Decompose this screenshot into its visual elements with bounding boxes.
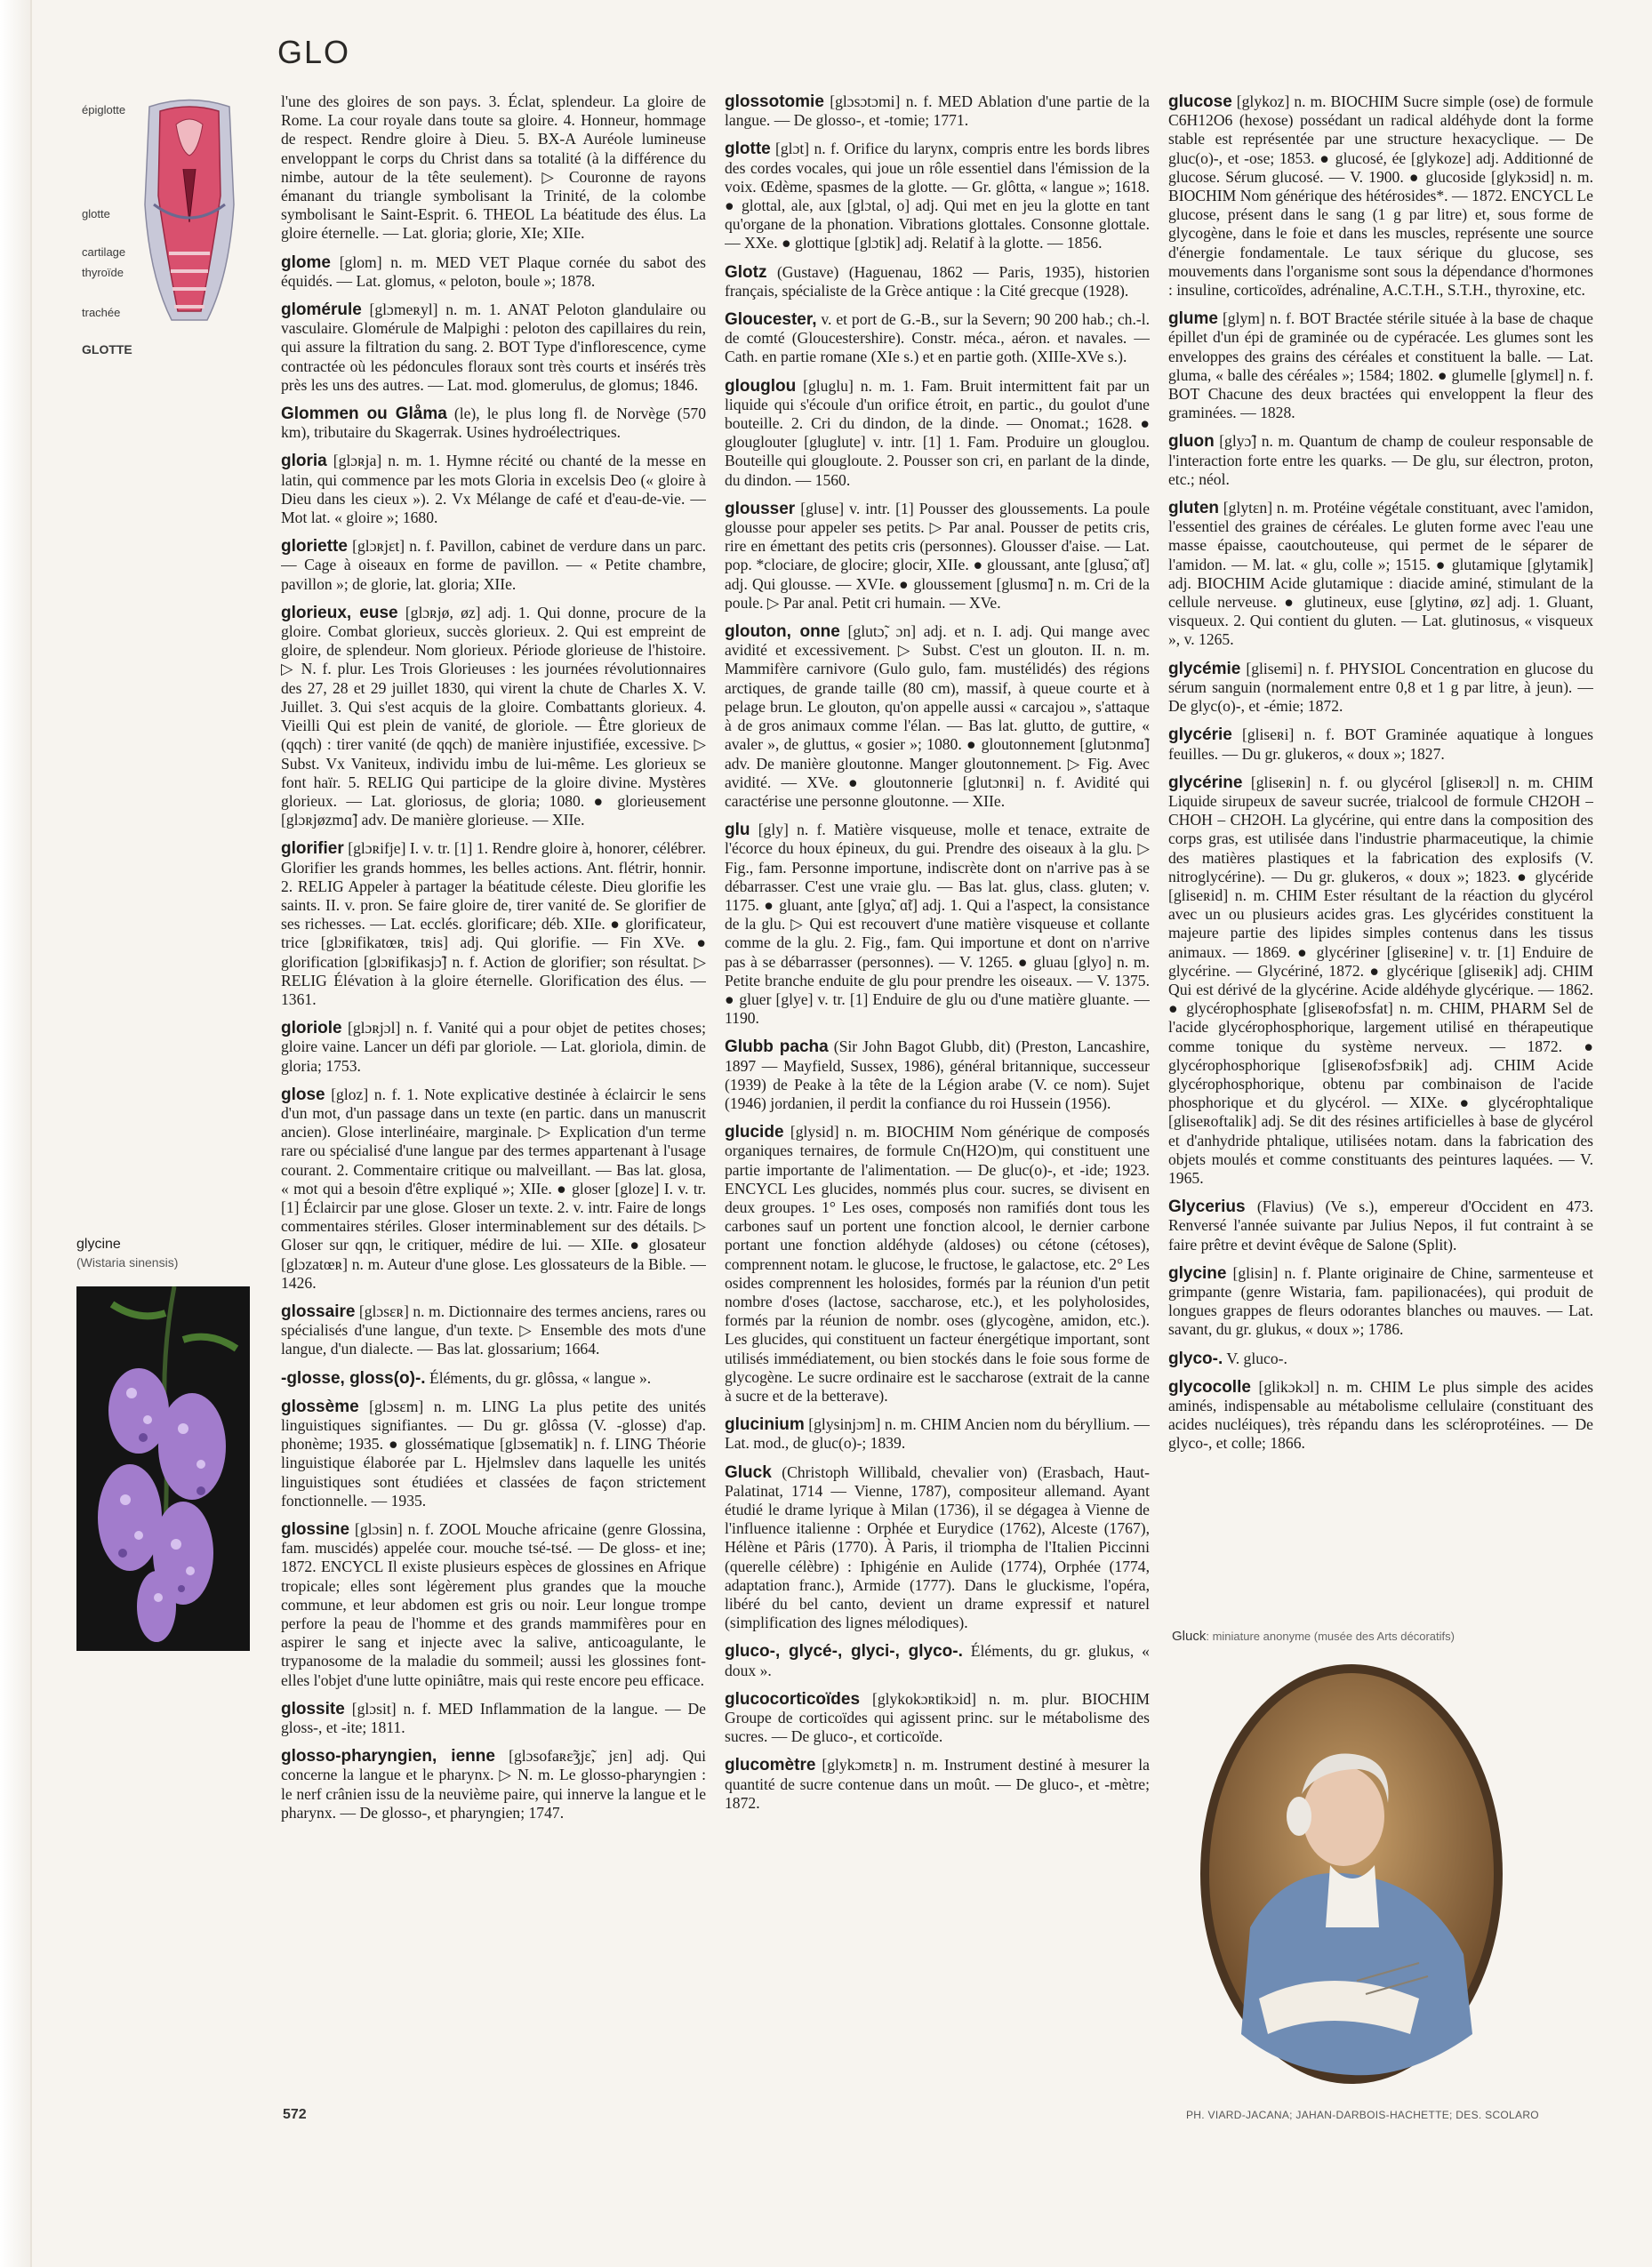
entry-headword: gloriette xyxy=(281,537,348,557)
column-3 xyxy=(1168,92,1593,1595)
entry-headword: Gluck xyxy=(725,1462,772,1482)
dictionary-entry xyxy=(1168,1198,1593,1254)
page-number: 572 xyxy=(283,2107,307,2122)
entry-headword: glouglou xyxy=(725,376,797,396)
entry-definition: (le), le plus long fl. de Norvège (570 km), tributaire du Skagerrak. Usines hydroélectriques. xyxy=(281,405,706,442)
entry-definition: [glɔsɛʀ] n. m. Dictionnaire des termes anciens, rares ou spécialisés d'une langue, d'un texte. ▷ Ensemble des mots d'une langue, d'un dialecte. — Bas lat. glossarium; 1664. xyxy=(281,1302,706,1358)
dictionary-entry xyxy=(725,1756,1150,1813)
dictionary-entry xyxy=(281,1369,706,1388)
entry-headword: glucocorticoïdes xyxy=(725,1689,861,1709)
entry-headword: glycémie xyxy=(1168,659,1241,678)
entry-headword: glorieux, euse xyxy=(281,603,398,622)
label-epiglotte: épiglotte xyxy=(82,103,126,116)
entry-definition: [gliseʀi] n. f. BOT Graminée aquatique à longues feuilles. — Du gr. glukeros, « doux »; 1827. xyxy=(1168,725,1593,763)
entry-definition: (Gustave) (Haguenau, 1862 — Paris, 1935), historien français, spécialiste de la Grèce antique : la Cité grecque (1928). xyxy=(725,262,1150,300)
figure-sublabel-glycine: (Wistaria sinensis) xyxy=(76,1255,179,1270)
dictionary-entry xyxy=(725,500,1150,613)
dictionary-entry xyxy=(281,452,706,527)
dictionary-entry xyxy=(725,821,1150,1028)
entry-headword: gloria xyxy=(281,452,327,471)
entry-headword: glycérie xyxy=(1168,725,1232,745)
entry-definition: (Christoph Willibald, chevalier von) (Erasbach, Haut-Palatinat, 1714 — Vienne, 1787), compositeur allemand. Ayant étudié le drame lyrique à Milan (1736), il se dégagea à Vienne de l'influence italienne : Orphée et Eurydice (1762), Alceste (1767), Hélène et Pâris (1770). À Paris, il triompha de l'Italien Piccinni (querelle célèbre) : Iphigénie en Aulide (1774), Orphée (1774, adaptation franc.), Armide (1777). Dans le gluckisme, l'opéra, libéré du bel canto, devient un drame expressif et naturel (simplification des lignes mélodiques). xyxy=(725,1462,1150,1632)
entry-headword: glucinium xyxy=(725,1415,805,1435)
dictionary-entry xyxy=(725,1642,1150,1679)
dictionary-entry xyxy=(281,1700,706,1737)
photo-credits: PH. VIARD-JACANA; JAHAN-DARBOIS-HACHETTE; DES. SCOLARO xyxy=(1186,2109,1539,2121)
dictionary-entry xyxy=(1168,660,1593,717)
column-1 xyxy=(281,92,706,2075)
entry-definition: [glisemi] n. f. PHYSIOL Concentration en glucose du sérum sanguin (normalement entre 0,8 et 1 g par litre, à jeun). — De glyc(o)-, et -émie; 1872. xyxy=(1168,659,1593,716)
entry-definition: [glykoz] n. m. BIOCHIM Sucre simple (ose) de formule C6H12O6 (hexose) possédant un radical aldéhyde dont la forme stable est représentée par une structure hexacyclique. — De gluc(o)-, et -ose; 1853. ● glucosé, ée [glykoze] adj. Additionné de glucose. Sérum glucosé. — V. 1900. ● glucoside [glykɔsid] n. m. BIOCHIM Nom générique des hétérosides*. — 1872. ENCYCL Le glucose, présent dans le sang (1 g par litre) et, sous forme de glycogène, dans le foie et dans les muscles, représente une source d'énergie fondamentale. Le taux sérique du glucose, ses mouvements dans l'organisme sont sous la dépendance d'hormones : insuline, corticoïdes, adrénaline, A.C.T.H., S.T.H., thyroxine, etc. xyxy=(1168,92,1593,300)
entry-definition: [glɔsin] n. f. ZOOL Mouche africaine (genre Glossina, fam. muscidés) appelée cour. mouche tsé-tsé. — De gloss- et ine; 1872. ENCYCL Il existe plusieurs espèces de glossines en Afrique tropicale; elles sont légèrement plus grandes que la mouche commune, et leur abdomen est gris ou noir. Leur longue trompe perfore la peau de l'homme et des grands mammifères pour en aspirer le sang et injecte avec la salive, anticoagulante, le trypanosome de la maladie du sommeil; aussi les glossines font-elles l'objet d'une lutte opiniâtre, mais qui reste encore peu efficace. xyxy=(281,1520,706,1689)
figure-title-glotte: GLOTTE xyxy=(82,342,132,356)
dictionary-entry xyxy=(281,253,706,291)
entry-headword: glotte xyxy=(725,140,771,159)
dictionary-entry xyxy=(725,1123,1150,1406)
entry-definition: [glɔt] n. f. Orifice du larynx, compris entre les bords libres des cordes vocales, qui joue un rôle essentiel dans l'émission de la voix. Œdème, spasmes de la glotte. — Gr. glôtta, « langue »; 1618. ● glottal, ale, aux [glɔtal, o] adj. Qui met en jeu la glotte en tant qu'organe de la phonation. Vibrations glottales. Consonne glottale. — XXe. ● glottique [glɔtik] adj. Relatif à la glotte. — 1856. xyxy=(725,140,1150,252)
figure-label-gluck: Gluck xyxy=(1172,1629,1207,1644)
entry-headword: glousser xyxy=(725,499,796,518)
entry-headword: glu xyxy=(725,821,750,840)
entry-definition: [glɔsɛm] n. m. LING La plus petite des unités linguistiques signifiantes. — Du gr. glôssa (V. -glosse) d'ap. phonème; 1935. ● glossématique [glɔsematik] n. f. LING Théorie linguistique élaborée par L. Hjelmslev dans laquelle les unités linguistiques sont étudiées et classées de façon strictement fonctionnelle. — 1935. xyxy=(281,1397,706,1510)
entry-definition: [gloz] n. f. 1. Note explicative destinée à éclaircir le sens d'un mot, d'un passage dans un texte (en partic. dans un manuscrit ancien). Glose interlinéaire, marginale. ▷ Explication d'un terme rare ou spécialisé d'une langue par des termes appartenant à l'usage courant. 2. Commentaire critique ou malveillant. — Bas lat. glosa, « mot qui a besoin d'être expliqué »; XIIe. ● gloser [gloze] I. v. tr. [1] Éclaircir par une glose. Gloser un texte. 2. v. intr. Faire de longs commentaires stériles. Gloser interminablement sur des détails. ▷ Gloser sur qqn, le critiquer, médire de lui. — XIIe. ● glosateur [glɔzatœʀ] n. m. Auteur d'une glose. Les glossateurs de la Bible. — 1426. xyxy=(281,1085,706,1292)
entry-definition: [gluse] v. intr. [1] Pousser des gloussements. La poule glousse pour appeler ses petits. ▷ Par anal. Pousser de petits cris, rire en émettant des petits cris (personnes). Glousser d'aise. — Lat. pop. *clociare, de glocire; glocir, XIIe. ● gloussant, ante [glusɑ̃, ɑ̃t] adj. Qui glousse. — XVIe. ● gloussement [glusmɑ̃] n. m. Cri de la poule. ▷ Par anal. Petit cri humain. — XVe. xyxy=(725,499,1150,612)
dictionary-entry xyxy=(1168,1378,1593,1454)
entry-headword: glycine xyxy=(1168,1263,1227,1283)
dictionary-entry xyxy=(281,1085,706,1293)
entry-headword: Glubb pacha xyxy=(725,1037,829,1057)
dictionary-entry xyxy=(281,604,706,829)
glycine-photo xyxy=(76,1286,250,1651)
entry-headword: glucomètre xyxy=(725,1756,816,1775)
entry-headword: Gloucester, xyxy=(725,310,817,330)
dictionary-entry xyxy=(725,1463,1150,1633)
entry-headword: glucose xyxy=(1168,92,1232,111)
entry-headword: Glommen ou Glåma xyxy=(281,405,447,424)
label-glotte: glotte xyxy=(82,207,110,220)
figure-caption-gluck xyxy=(1172,1629,1455,1644)
entry-headword: glume xyxy=(1168,309,1218,329)
dictionary-entry xyxy=(281,92,706,244)
dictionary-entry xyxy=(281,537,706,594)
dictionary-entry xyxy=(725,377,1150,490)
dictionary-entry xyxy=(281,1398,706,1510)
dictionary-entry xyxy=(725,263,1150,300)
glotte-illustration xyxy=(123,98,256,324)
entry-definition: [glɔʀifje] I. v. tr. [1] 1. Rendre gloire à, honorer, célébrer. Glorifier les grands hommes, les belles actions. Ant. flétrir, honnir. 2. RELIG Appeler à partager la béatitude céleste. Dieu glorifie les saints. II. v. pron. Se faire gloire de, tirer vanité de. Se glorifier de ses richesses. — Lat. ecclés. glorificare; déb. XIIe. ● glorificateur, trice [glɔʀifikatœʀ, tʀis] adj. Qui glorifie. — Fin XVe. ● glorification [glɔʀifikasjɔ̃] n. f. Action de glorifier; son résultat. ▷ RELIG Élévation à la gloire éternelle. Glorification des élus. — 1361. xyxy=(281,839,706,1008)
entry-definition: [glɔʀja] n. m. 1. Hymne récité ou chanté de la messe en latin, qui commence par les mots Gloria in excelsis Deo (« gloire à Dieu dans les cieux »). 2. Vx Mélange de café et d'eau-de-vie. — Mot lat. « gloire »; 1680. xyxy=(281,452,706,527)
entry-headword: glossine xyxy=(281,1520,350,1540)
entry-definition: [glym] n. f. BOT Bractée stérile située à la base de chaque épillet d'un épi de graminée ou de cypéracée. Les glumes sont les enveloppes des grains des céréales et constituent la balle. — Lat. gluma, « balle des céréales »; 1584; 1802. ● glumelle [glymɛl] n. f. BOT Chacune des deux bractées qui enveloppent la fleur des graminées. — 1828. xyxy=(1168,309,1593,422)
dictionary-entry xyxy=(1168,432,1593,489)
dictionary-entry xyxy=(725,92,1150,130)
entry-headword: gloriole xyxy=(281,1019,342,1038)
dictionary-entry xyxy=(1168,725,1593,763)
entry-headword: glucide xyxy=(725,1123,784,1142)
entry-definition: [glom] n. m. MED VET Plaque cornée du sabot des équidés. — Lat. glomus, « peloton, boule »; 1878. xyxy=(281,252,706,290)
dictionary-entry xyxy=(281,839,706,1009)
running-head: GLO xyxy=(277,34,351,70)
dictionary-entry xyxy=(725,622,1150,811)
entry-definition: Éléments, du gr. glôssa, « langue ». xyxy=(429,1368,652,1387)
gluck-portrait xyxy=(1197,1661,1506,2087)
entry-definition: [glɔʀjɔl] n. f. Vanité qui a pour objet de petites choses; gloire vaine. Lancer un défi par gloriole. — Lat. gloriola, dimin. de gloria; 1753. xyxy=(281,1019,706,1075)
label-thyroide: thyroïde xyxy=(82,266,124,279)
entry-definition: v. et port de G.-B., sur la Severn; 90 200 hab.; ch.-l. de comté (Gloucestershire). Constr. méca., aéron. et navales. — Cath. en partie romane (XIe s.) et en partie goth. (XIIIe-XVe s.). xyxy=(725,310,1150,366)
entry-headword: glome xyxy=(281,252,331,272)
entry-definition: (Sir John Bagot Glubb, dit) (Preston, Lancashire, 1897 — Mayfield, Sussex, 1986), général britannique, successeur (1939) de Peake à la tête de la Légion arabe (V. ce nom). Sujet (1946) jordanien, il perdit la confiance du roi Hussein (1956). xyxy=(725,1037,1150,1112)
entry-definition: [glysid] n. m. BIOCHIM Nom générique de composés organiques ternaires, de formule Cn(H2O)m, qui constituent une partie importante de l'alimentation. — De gluc(o)-, et -ide; 1923. ENCYCL Les glucides, nommés plus cour. sucres, se divisent en deux groupes. 1° Les oses, composés non ramifiés dont tous les carbones sauf un portent une fonction alcool, le dernier carbone portant une fonction aldéhyde (aldoses) ou cétone (cétoses), comprennent notam. le glucose, le fructose, le galactose, etc. 2° Les osides comprennent les holosides, formés par la réunion d'un petit nombre d'oses (lactose, saccharose, etc.), et les polyholosides, formés par la réunion de nombr. oses (glycogène, amidon, etc.). Les glucides, qui constituent un facteur énergétique important, sont utilisés immédiatement, ou bien stockés dans le foie sous forme de glycogène. Le sucre ordinaire est le saccharose (extrait de la canne à sucre et de la betterave). xyxy=(725,1123,1150,1405)
page-gutter xyxy=(0,0,30,2267)
dictionary-entry xyxy=(725,1690,1150,1747)
entry-headword: glossite xyxy=(281,1699,345,1718)
entry-headword: glossotomie xyxy=(725,92,824,111)
entry-headword: Glycerius xyxy=(1168,1198,1246,1217)
entry-definition: [glɔʀjø, øz] adj. 1. Qui donne, procure de la gloire. Combat glorieux, succès glorieux. 2. Qui est empreint de gloire, de splendeur. Nom glorieux. Période glorieuse de l'histoire. ▷ N. f. plur. Les Trois Glorieuses : les journées révolutionnaires des 27, 28 et 29 juillet 1830, qui virent la chute de Charles X. V. Juillet. 3. Qui s'est acquis de la gloire. Combattants glorieux. 4. Vieilli Qui est plein de vanité, de gloriole. — Être glorieux de (qqch) : tirer vanité (de qqch) de manière injustifiée, excessive. ▷ Subst. Vx Vaniteux, individu imbu de lui-même. Les glorieux se font haïr. 5. RELIG Qui participe de la gloire divine. Mystères glorieux. — Lat. gloriosus, de gloria; 1080. ● glorieusement [glɔʀjøzmɑ̃] adv. De manière glorieuse. — XIIe. xyxy=(281,603,706,829)
entry-definition: [glykɔmɛtʀ] n. m. Instrument destiné à mesurer la quantité de sucre contenue dans un moût. — De gluco-, et -mètre; 1872. xyxy=(725,1756,1150,1812)
entry-headword: gluco-, glycé-, glyci-, glyco-. xyxy=(725,1642,963,1662)
entry-headword: glossaire xyxy=(281,1302,356,1321)
dictionary-entry xyxy=(281,405,706,442)
entry-definition: [glɔmeʀyl] n. m. 1. ANAT Peloton glandulaire ou vasculaire. Glomérule de Malpighi : peloton des capillaires du rein, qui assure la filtration du sang. 2. BOT Type d'inflorescence, cyme contractée où les pédoncules floraux sont très courts et insérés très près les uns des autres. — Lat. mod. glomerulus, de glomus; 1846. xyxy=(281,300,706,394)
entry-definition: [gly] n. f. Matière visqueuse, molle et tenace, extraite de l'écorce du houx épineux, du gui. Prendre des oiseaux à la glu. ▷ Fig., fam. Personne importune, indiscrète dont on n'arrive pas à se débarrasser. C'est une vraie glu. — Bas lat. glus, class. gluten; v. 1175. ● gluant, ante [glyɑ̃, ɑ̃t] adj. 1. Qui a l'aspect, la consistance de la glu. ▷ Qui est recouvert d'une matière visqueuse et collante comme de la glu. 2. Fig., fam. Qui importune et dont on n'arrive pas à se débarrasser (personnes). — V. 1265. ● gluau [glyo] n. m. Petite branche enduite de glu pour prendre les oiseaux. — V. 1375. ● gluer [glye] v. tr. [1] Enduire de glu ou d'une matière gluante. — 1190. xyxy=(725,821,1150,1028)
dictionary-entry xyxy=(281,300,706,395)
label-trachee: trachée xyxy=(82,306,121,319)
entry-definition: [glytɛn] n. m. Protéine végétale constituant, avec l'amidon, l'essentiel des graines de céréales. Le gluten forme avec l'eau une masse épaisse, caoutchouteuse, qui permet de le séparer de l'amidon. — M. lat. « glu, colle »; 1515. ● glutamique [glytamik] adj. BIOCHIM Acide glutamique : diacide aminé, stimulant de la cellule nerveuse. ● glutineux, euse [glytinø, øz] adj. 1. Gluant, visqueux. 2. Qui contient du gluten. — Lat. glutinosus, « visqueux », v. 1265. xyxy=(1168,499,1593,649)
entry-definition: [glɔsit] n. f. MED Inflammation de la langue. — De gloss-, et -ite; 1811. xyxy=(281,1699,706,1737)
entry-definition: [glysinjɔm] n. m. CHIM Ancien nom du béryllium. — Lat. mod., de gluc(o)-; 1839. xyxy=(725,1415,1150,1453)
entry-definition: (Flavius) (Ve s.), empereur d'Occident en 473. Renversé l'année suivante par Julius Nepos, il fut contraint à se faire prêtre et devint évêque de Salone (Split). xyxy=(1168,1198,1593,1254)
entry-headword: glose xyxy=(281,1085,325,1104)
entry-definition: [glykokɔʀtikɔid] n. m. plur. BIOCHIM Groupe de corticoïdes qui agissent princ. sur le métabolisme des sucres. — De gluco-, et corticoïde. xyxy=(725,1689,1150,1746)
figure-sublabel-gluck: : miniature anonyme (musée des Arts décoratifs) xyxy=(1206,1630,1455,1643)
dictionary-entry xyxy=(1168,499,1593,650)
entry-definition: [glyɔ̃] n. m. Quantum de champ de couleur responsable de l'interaction forte entre les quarks. — De glu, sur électron, proton, etc.; néol. xyxy=(1168,432,1593,488)
dictionary-entry xyxy=(281,1302,706,1359)
entry-definition: [glisin] n. f. Plante originaire de Chine, sarmenteuse et grimpante (genre Wistaria, fam. papilionacées), qui produit de longues grappes de fleurs odorantes blanches ou mauves. — Lat. savant, du gr. glukus, « doux »; 1786. xyxy=(1168,1263,1593,1339)
dictionary-entry xyxy=(281,1019,706,1076)
entry-definition: Éléments, du gr. glukus, « doux ». xyxy=(725,1642,1150,1679)
entry-definition: l'une des gloires de son pays. 3. Éclat, splendeur. La gloire de Rome. La cour royale dans toute sa gloire. 4. Honneur, hommage de respect. Rendre gloire à Dieu. 5. BX-A Auréole lumineuse enveloppant le corps du Christ dans sa totalité (à la différence du nimbe, autour de la tête seulement). ▷ Couronne de rayons émanant du triangle symbolisant la Trinité, de la colombe symbolisant le Saint-Esprit. 6. THEOL La béatitude des élus. La gloire éternelle. — Lat. gloria; glorie, XIe; XIIe. xyxy=(281,92,706,243)
entry-headword: glyco-. xyxy=(1168,1349,1223,1368)
dictionary-entry xyxy=(725,1415,1150,1453)
entry-headword: glycocolle xyxy=(1168,1377,1251,1397)
entry-definition: [glɔsɔtɔmi] n. f. MED Ablation d'une partie de la langue. — De glosso-, et -tomie; 1771. xyxy=(725,92,1150,130)
figure-label-glycine: glycine xyxy=(76,1237,121,1252)
entry-definition: [glikɔkɔl] n. m. CHIM Le plus simple des acides aminés, indispensable au métabolisme cellulaire (constituant des acides nucléiques), très répandu dans les scléroprotéines. — De glyco-, et colle; 1866. xyxy=(1168,1377,1593,1453)
dictionary-entry xyxy=(281,1520,706,1690)
entry-definition: V. gluco-. xyxy=(1226,1349,1287,1367)
entry-definition: [glɔsofaʀɛ̃ʒjɛ̃, jɛn] adj. Qui concerne la langue et le pharynx. ▷ N. m. Le glosso-pharyngien : le nerf crânien issu de la neuvième paire, qui innerve la langue et le pharynx. — De glosso-, et pharyngien; 1747. xyxy=(281,1747,706,1822)
entry-definition: [glisеʀin] n. f. ou glycérol [glisеʀɔl] n. m. CHIM Liquide sirupeux de saveur sucrée, trialcool de formule CH2OH – CHOH – CH2OH. La glycérine, qui entre dans la composition des corps gras, est utilisée dans l'industrie pharmaceutique, la chimie des matières plastiques et la fabrication des explosifs (V. nitroglycérine). — Du gr. glukeros, « doux »; 1823. ● glycéride [glisеʀid] n. m. CHIM Ester résultant de la réaction du glycérol avec un ou plusieurs acides gras. Les glycérides constituent la majeure partie des lipides simples contenus dans les tissus animaux. — 1869. ● glycériner [glisеʀine] v. tr. [1] Enduire de glycérine. — Glycériné, 1872. ● glycérique [glisеʀik] adj. CHIM Qui est dérivé de la glycérine. Acide aldéhyde glycérique. — 1862. ● glycérophosphate [glisеʀofɔsfat] n. m. CHIM, PHARM Sel de l'acide glycérophosphorique, largement utilisé en thérapeutique comme tonique du système nerveux. — 1872. ● glycérophosphorique [glisеʀofɔsfɔʀik] adj. CHIM Acide glycérophosphorique, obtenu par combinaison de l'acide phosphorique et du glycérol. — XIXe. ● glycérophtalique [glisеʀoftalik] adj. Se dit des résines artificielles à base de glycérol et d'anhydride phtalique, utilisées notam. dans la fabrication des objets moulés et comme constituants des peintures laquées. — V. 1965. xyxy=(1168,773,1593,1187)
label-cartilage: cartilage xyxy=(82,245,126,259)
entry-headword: glouton, onne xyxy=(725,622,840,642)
dictionary-entry xyxy=(1168,1350,1593,1368)
dictionary-entry xyxy=(1168,773,1593,1188)
entry-headword: gluon xyxy=(1168,432,1215,452)
dictionary-entry xyxy=(725,310,1150,367)
entry-definition: [gluglu] n. m. 1. Fam. Bruit intermittent fait par un liquide qui s'écoule d'un orifice étroit, en partic., du goulot d'une bouteille. 2. Cri du dindon, de la dinde. — Onomat.; 1628. ● glouglouter [gluglute] v. intr. [1] 1. Fam. Produire un glouglou. Bouteille qui glougloute. 2. Pousser son cri, en parlant de la dinde, du dindon. — 1560. xyxy=(725,376,1150,489)
dictionary-entry xyxy=(1168,1264,1593,1340)
entry-headword: -glosse, gloss(o)-. xyxy=(281,1368,426,1388)
entry-headword: glycérine xyxy=(1168,773,1243,792)
dictionary-entry xyxy=(1168,309,1593,422)
dictionary-entry xyxy=(725,1037,1150,1113)
entry-headword: Glotz xyxy=(725,262,767,282)
entry-headword: glorifier xyxy=(281,839,344,859)
entry-headword: gluten xyxy=(1168,499,1219,518)
dictionary-entry xyxy=(281,1747,706,1822)
entry-headword: glosso-pharyngien, ienne xyxy=(281,1747,495,1766)
entry-definition: [glɔʀjɛt] n. f. Pavillon, cabinet de verdure dans un parc. — Cage à oiseaux en forme de pavillon. — « Petite chambre, pavillon »; de glorie, lat. gloria; XIIe. xyxy=(281,537,706,593)
entry-headword: glossème xyxy=(281,1397,359,1416)
dictionary-entry xyxy=(1168,92,1593,300)
entry-definition: [glutɔ̃, ɔn] adj. et n. I. adj. Qui mange avec avidité et excessivement. ▷ Subst. C'est un glouton. II. n. m. Mammifère carnivore (Gulo gulo, fam. mustélidés) des régions arctiques, de grande taille (80 cm), massif, à queue courte et à pelage brun. Le glouton, qu'on appelle aussi « carcajou », s'attaque à de gros animaux comme l'élan. — Bas lat. glutto, de guttire, « avaler », de gluttus, « gosier »; 1080. ● gloutonnement [glutɔnmɑ̃] adv. De manière gloutonne. Manger gloutonnement. ▷ Fig. Avec avidité. — XVe. ● gloutonnerie [glutɔnʀi] n. f. Avidité qui caractérise une personne gloutonne. — XIIe. xyxy=(725,622,1150,810)
dictionary-entry xyxy=(725,140,1150,252)
entry-headword: glomérule xyxy=(281,300,362,320)
column-2 xyxy=(725,92,1150,2075)
